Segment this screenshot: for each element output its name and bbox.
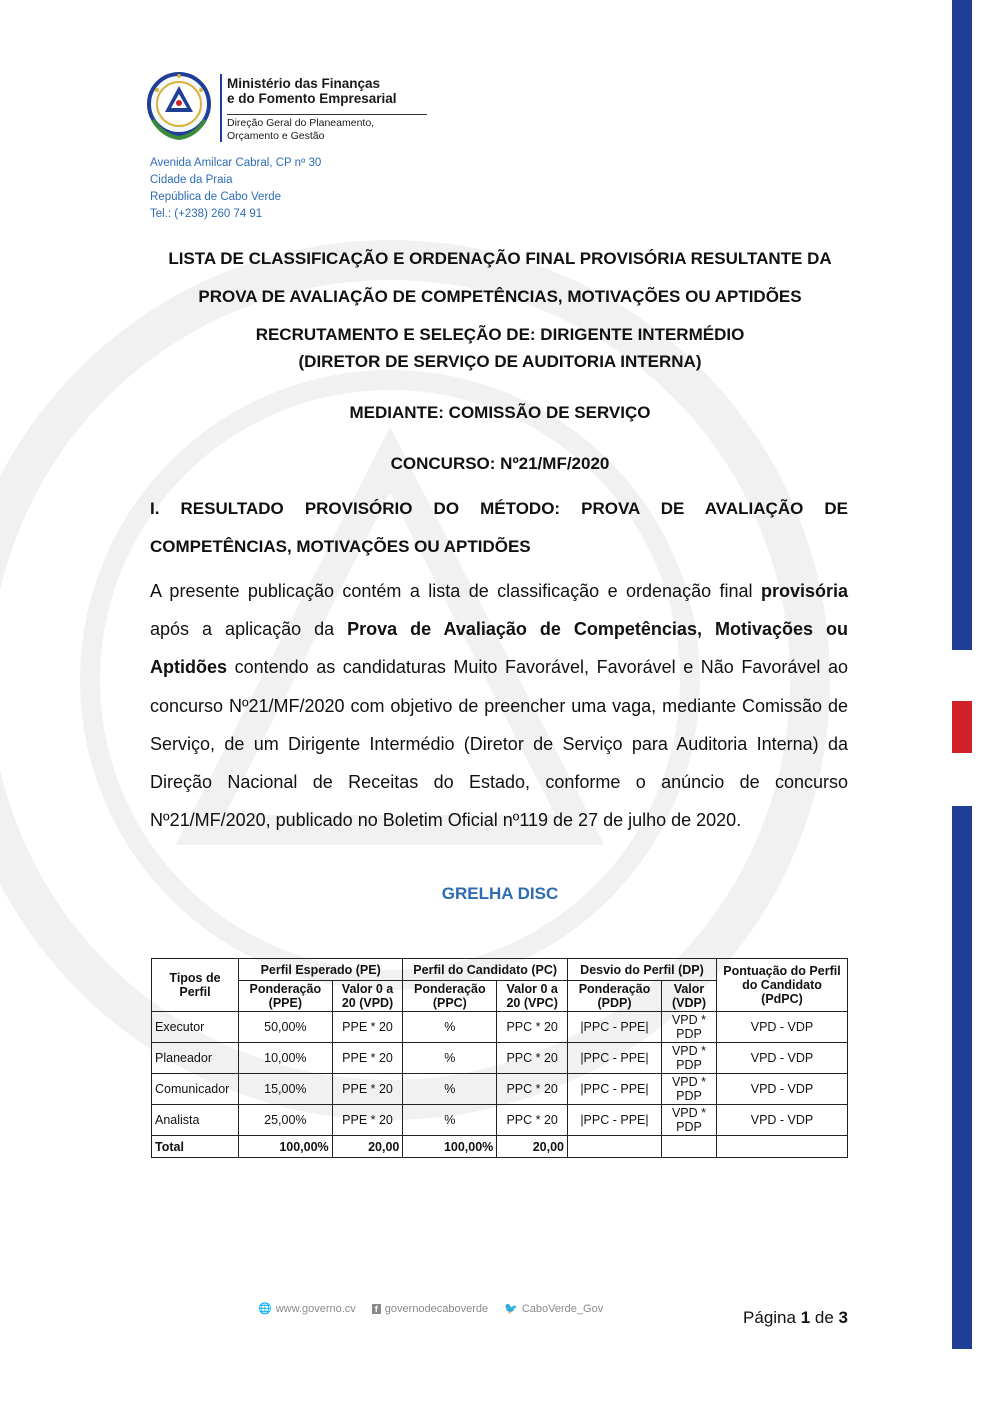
paragraph-part2: após a aplicação da bbox=[150, 619, 348, 640]
address-line3: República de Cabo Verde bbox=[150, 191, 282, 203]
grelha-title: GRELHA DISC bbox=[441, 884, 559, 903]
table-row bbox=[152, 1043, 848, 1074]
cell-pdp: |PPC - PPE| bbox=[568, 1012, 662, 1043]
twitter-icon: 🐦 bbox=[504, 1303, 518, 1315]
cell-pdp: |PPC - PPE| bbox=[568, 1074, 662, 1105]
facebook-icon: f bbox=[372, 1304, 381, 1314]
paragraph-bold2: Prova de Avaliação de Competências, Motivações ou Aptidões bbox=[150, 619, 848, 678]
cell-pdp: |PPC - PPE| bbox=[568, 1043, 662, 1074]
cell-vdp: VPD * PDP bbox=[661, 1043, 716, 1074]
cell-vpd: PPE * 20 bbox=[332, 1012, 403, 1043]
directorate-line2: Orçamento e Gestão bbox=[227, 130, 325, 142]
body-paragraph bbox=[150, 572, 848, 839]
table-row bbox=[152, 1105, 848, 1136]
cell-vpc: PPC * 20 bbox=[497, 1074, 568, 1105]
ministry-name bbox=[227, 76, 427, 106]
cell-total-label: Total bbox=[152, 1136, 239, 1158]
cell-ppc: % bbox=[403, 1105, 497, 1136]
cell-ppe: 50,00% bbox=[239, 1012, 333, 1043]
header-vdp: Valor (VDP) bbox=[661, 981, 716, 1012]
address-line1: Avenida Amilcar Cabral, CP nº 30 bbox=[150, 157, 322, 169]
cell-ppe: 15,00% bbox=[239, 1074, 333, 1105]
footer-website[interactable]: www.governo.cv bbox=[275, 1302, 356, 1315]
cell-total-pdp bbox=[568, 1136, 662, 1158]
cell-total-pdpc bbox=[717, 1136, 848, 1158]
cell-vpc: PPC * 20 bbox=[497, 1043, 568, 1074]
title-line1: LISTA DE CLASSIFICAÇÃO E ORDENAÇÃO FINAL PROVISÓRIA RESULTANTE DA bbox=[168, 249, 832, 268]
header-vpc: Valor 0 a 20 (VPC) bbox=[497, 981, 568, 1012]
cell-total-ppc: 100,00% bbox=[403, 1136, 497, 1158]
header-pdpc: Pontuação do Perfil do Candidato (PdPC) bbox=[717, 959, 848, 1012]
address-line2: Cidade da Praia bbox=[150, 174, 233, 186]
cell-pdp: |PPC - PPE| bbox=[568, 1105, 662, 1136]
grelha-disc-table bbox=[151, 958, 848, 1158]
title-line3: RECRUTAMENTO E SELEÇÃO DE: DIRIGENTE INTERMÉDIO bbox=[255, 325, 745, 344]
header-ppe: Ponderação (PPE) bbox=[239, 981, 333, 1012]
side-bar-blue-bottom bbox=[952, 806, 972, 1349]
cell-total-vpc: 20,00 bbox=[497, 1136, 568, 1158]
section-heading: I. RESULTADO PROVISÓRIO DO MÉTODO: PROVA DE AVALIAÇÃO DE COMPETÊNCIAS, MOTIVAÇÕES OU APTIDÕES bbox=[150, 499, 848, 556]
page-prefix: Página bbox=[743, 1308, 801, 1327]
cell-vpc: PPC * 20 bbox=[497, 1105, 568, 1136]
paragraph-bold1: provisória bbox=[760, 581, 848, 601]
header-vpd: Valor 0 a 20 (VPD) bbox=[332, 981, 403, 1012]
cell-vdp: VPD * PDP bbox=[661, 1105, 716, 1136]
directorate-name bbox=[227, 114, 427, 143]
cell-total-vdp bbox=[661, 1136, 716, 1158]
title-concurso: CONCURSO: Nº21/MF/2020 bbox=[390, 454, 610, 473]
table-row bbox=[152, 1074, 848, 1105]
cell-ppe: 10,00% bbox=[239, 1043, 333, 1074]
page-number bbox=[743, 1308, 848, 1328]
footer-twitter[interactable]: CaboVerde_Gov bbox=[521, 1302, 604, 1315]
header-ppc: Ponderação (PPC) bbox=[403, 981, 497, 1012]
globe-icon: 🌐 bbox=[258, 1303, 272, 1315]
cell-vdp: VPD * PDP bbox=[661, 1012, 716, 1043]
cell-ppc: % bbox=[403, 1012, 497, 1043]
footer-facebook[interactable]: governodecaboverde bbox=[384, 1302, 489, 1315]
header-pe: Perfil Esperado (PE) bbox=[239, 959, 403, 981]
address-line4: Tel.: (+238) 260 74 91 bbox=[150, 208, 263, 220]
cell-pdpc: VPD - VDP bbox=[717, 1012, 848, 1043]
ministry-name-line2: e do Fomento Empresarial bbox=[227, 91, 397, 106]
side-bar-blue-top bbox=[952, 0, 972, 650]
header-dp: Desvio do Perfil (DP) bbox=[568, 959, 717, 981]
cell-pdpc: VPD - VDP bbox=[717, 1105, 848, 1136]
header-pc: Perfil do Candidato (PC) bbox=[403, 959, 568, 981]
cell-pdpc: VPD - VDP bbox=[717, 1074, 848, 1105]
header-divider bbox=[220, 74, 222, 142]
cell-vpd: PPE * 20 bbox=[332, 1105, 403, 1136]
side-bar-red bbox=[952, 701, 972, 753]
cell-vdp: VPD * PDP bbox=[661, 1074, 716, 1105]
paragraph-part3: contendo as candidaturas Muito Favorável, Favorável e Não Favorável ao concurso Nº21/MF/2020 com objetivo de preencher uma vaga, mediante Comissão de Serviço, de um Dirigente Intermédio (Diretor de Serviço para Auditoria Interna) da Direção Nacional de Receitas do Estado, conforme o anúncio de concurso Nº21/MF/2020, publicado no Boletim Oficial nº119 de 27 de julho de 2020. bbox=[150, 657, 848, 831]
table-row bbox=[152, 1012, 848, 1043]
cell-tipo: Comunicador bbox=[152, 1074, 239, 1105]
table-total-row bbox=[152, 1136, 848, 1158]
cell-tipo: Analista bbox=[152, 1105, 239, 1136]
address-block bbox=[150, 155, 321, 223]
cell-vpd: PPE * 20 bbox=[332, 1074, 403, 1105]
coat-of-arms-icon bbox=[143, 70, 215, 142]
cell-ppe: 25,00% bbox=[239, 1105, 333, 1136]
page-current: 1 bbox=[800, 1308, 811, 1327]
header-tipos: Tipos de Perfil bbox=[152, 959, 239, 1012]
page-of: de bbox=[810, 1308, 839, 1327]
cell-vpc: PPC * 20 bbox=[497, 1012, 568, 1043]
footer-links bbox=[258, 1302, 603, 1315]
ministry-name-line1: Ministério das Finanças bbox=[227, 76, 381, 91]
cell-vpd: PPE * 20 bbox=[332, 1043, 403, 1074]
cell-ppc: % bbox=[403, 1043, 497, 1074]
paragraph-part1: A presente publicação contém a lista de classificação e ordenação final bbox=[150, 581, 761, 601]
page-total: 3 bbox=[838, 1308, 848, 1327]
cell-pdpc: VPD - VDP bbox=[717, 1043, 848, 1074]
header-pdp: Ponderação (PDP) bbox=[568, 981, 662, 1012]
directorate-line1: Direção Geral do Planeamento, bbox=[227, 117, 375, 129]
cell-tipo: Executor bbox=[152, 1012, 239, 1043]
title-line2: PROVA DE AVALIAÇÃO DE COMPETÊNCIAS, MOTIVAÇÕES OU APTIDÕES bbox=[198, 287, 802, 306]
cell-tipo: Planeador bbox=[152, 1043, 239, 1074]
cell-total-vpd: 20,00 bbox=[332, 1136, 403, 1158]
title-line4: (DIRETOR DE SERVIÇO DE AUDITORIA INTERNA) bbox=[298, 352, 702, 371]
cell-total-ppe: 100,00% bbox=[239, 1136, 333, 1158]
cell-ppc: % bbox=[403, 1074, 497, 1105]
title-mediante: MEDIANTE: COMISSÃO DE SERVIÇO bbox=[349, 403, 651, 422]
